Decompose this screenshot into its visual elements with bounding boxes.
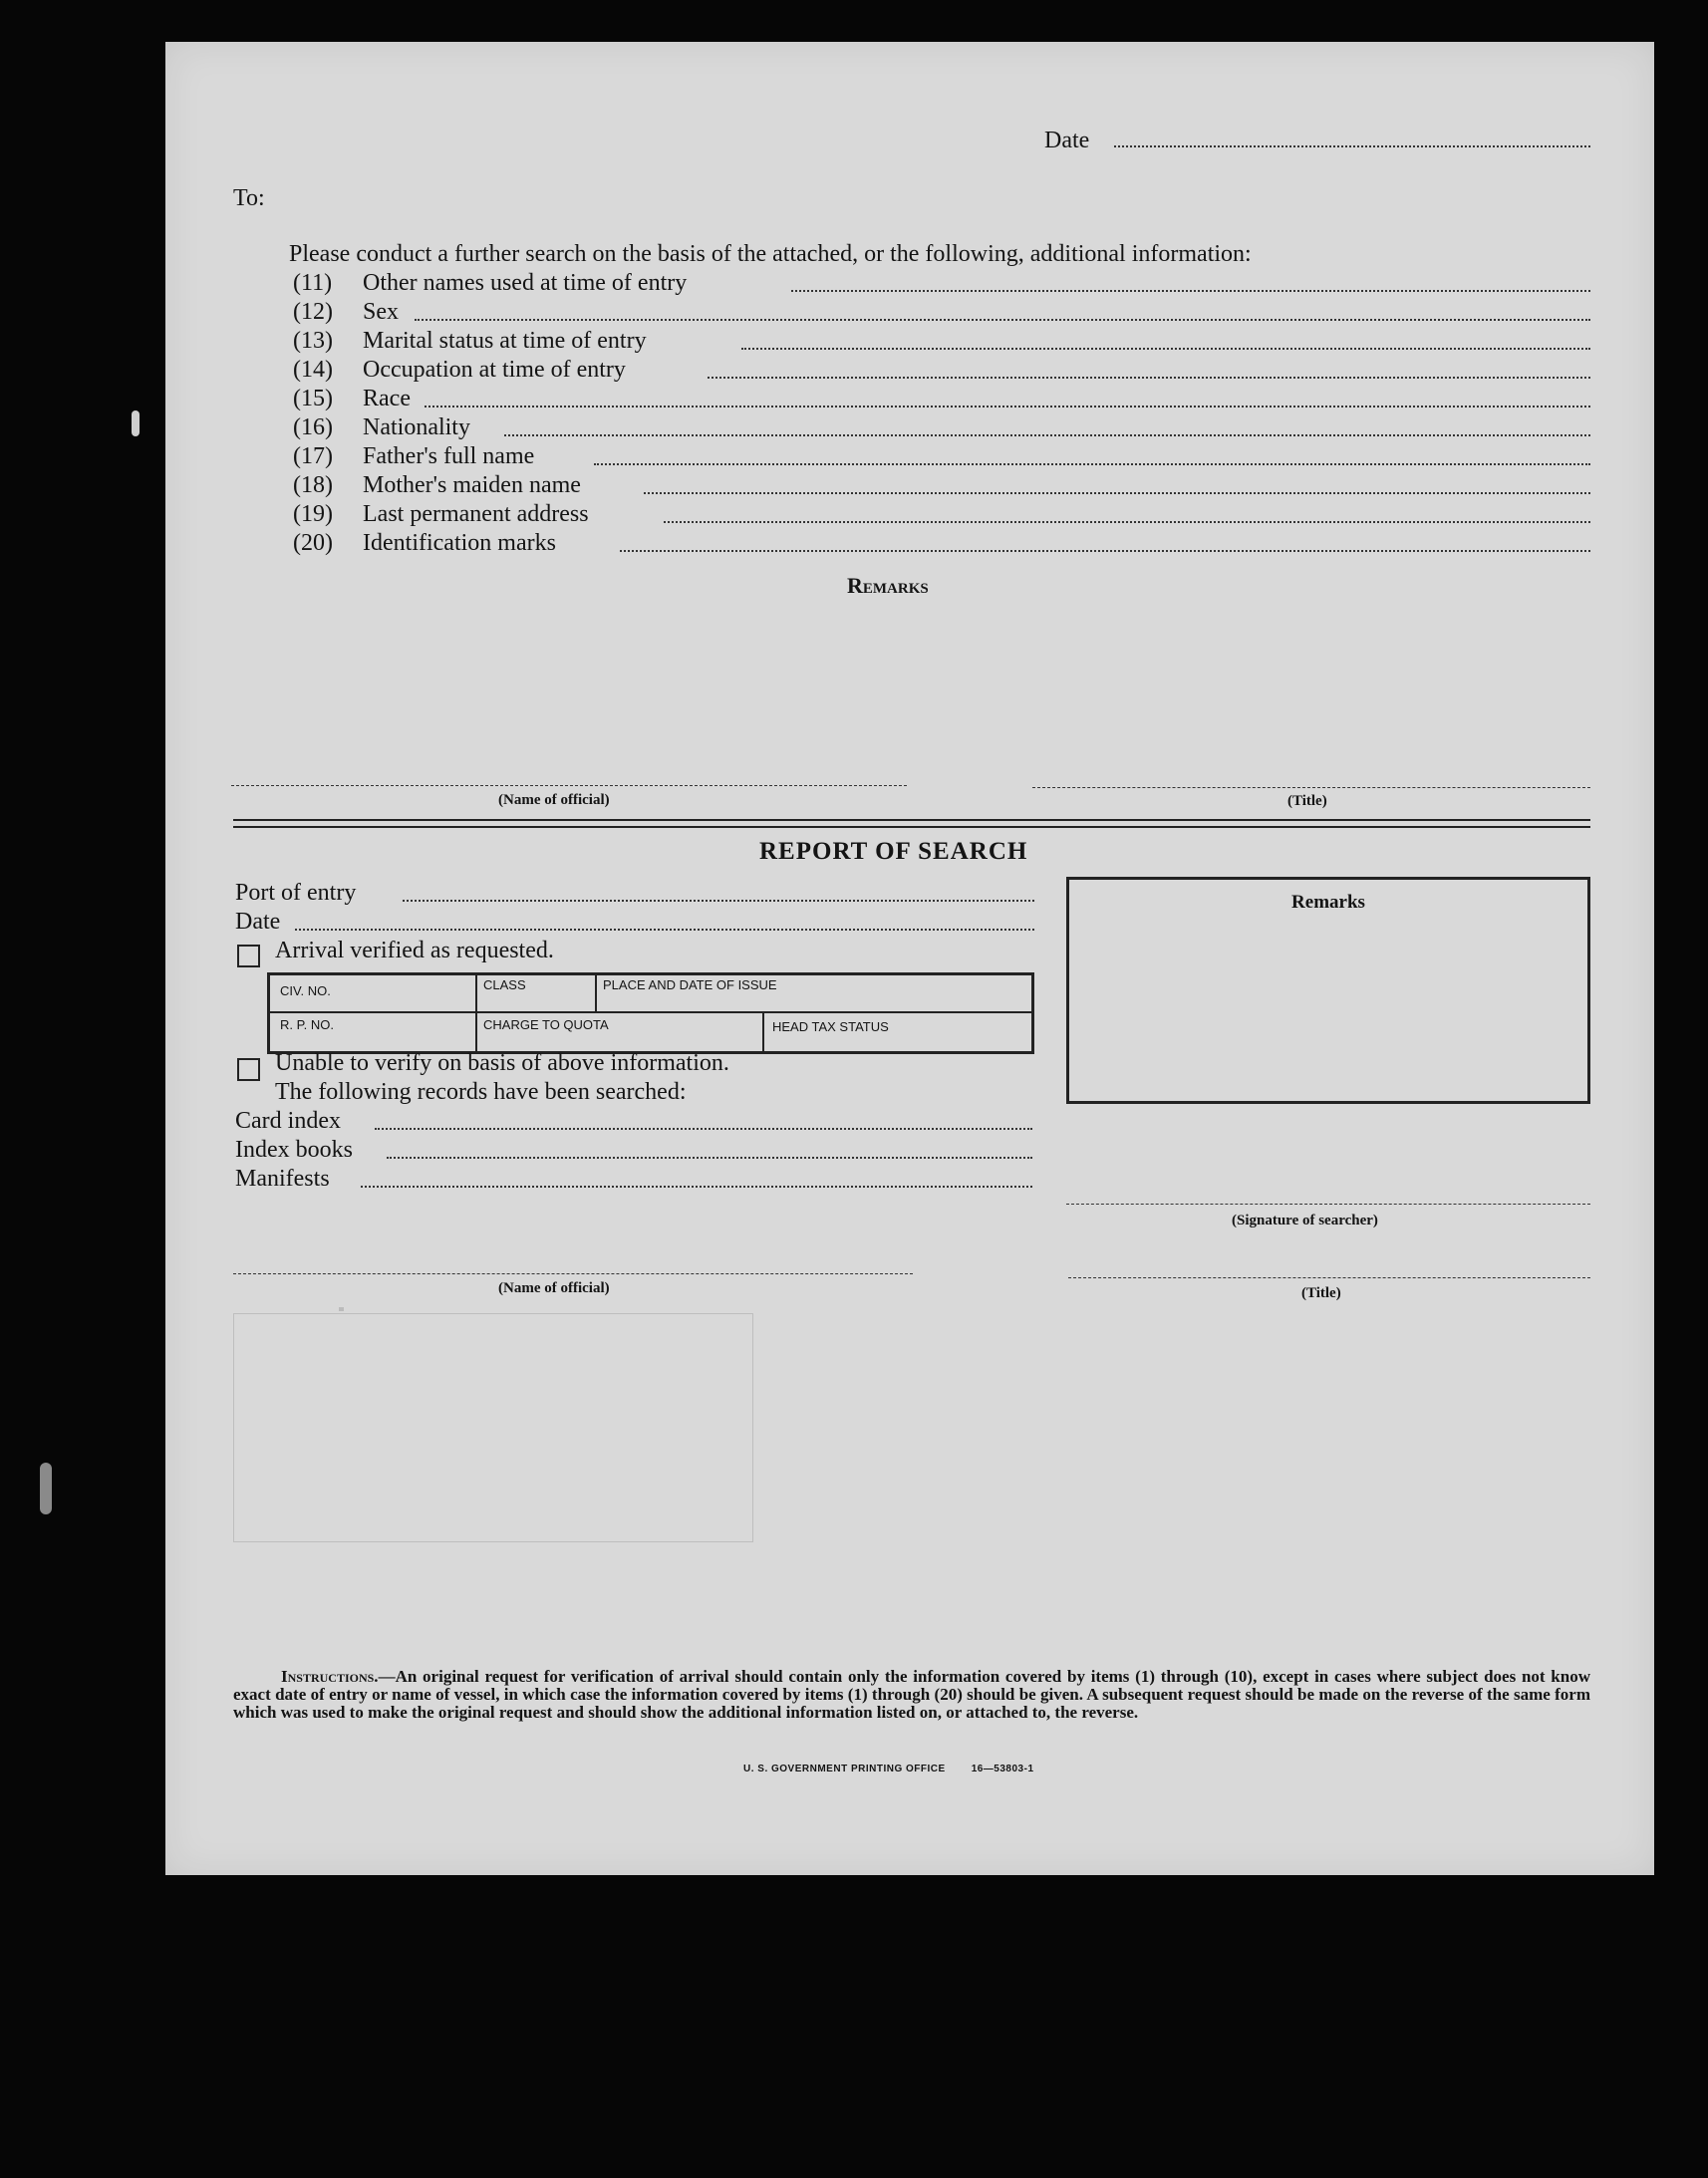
remarks-box-heading: Remarks	[1291, 892, 1365, 913]
request-item-16-line[interactable]	[504, 434, 1590, 436]
printer-imprint	[743, 1764, 1034, 1774]
show-through-region	[233, 1313, 753, 1542]
official-name-line[interactable]	[231, 785, 907, 786]
request-item-13-line[interactable]	[741, 348, 1590, 350]
card-index-label: Card index	[235, 1108, 341, 1134]
request-item-20-line[interactable]	[620, 550, 1590, 552]
request-item-19-line[interactable]	[664, 521, 1590, 523]
edge-artifact	[132, 410, 140, 436]
request-item-11: (11) Other names used at time of entry	[293, 270, 688, 296]
request-item-17: (17) Father's full name	[293, 443, 535, 469]
request-item-15-line[interactable]	[425, 406, 1590, 408]
request-item-14-line[interactable]	[708, 377, 1590, 379]
section-divider-bottom	[233, 826, 1590, 828]
report-official-name-caption: (Name of official)	[498, 1280, 610, 1296]
searcher-signature-caption: (Signature of searcher)	[1232, 1213, 1378, 1228]
table-col-divider	[475, 1011, 477, 1051]
table-col-divider	[762, 1011, 764, 1051]
report-date-label: Date	[235, 909, 281, 935]
form-page	[165, 42, 1654, 1875]
to-label: To:	[233, 185, 265, 211]
request-item-20: (20) Identification marks	[293, 530, 556, 556]
report-official-title-caption: (Title)	[1301, 1285, 1341, 1301]
manifests-line[interactable]	[361, 1186, 1032, 1188]
date-label: Date	[1044, 128, 1090, 153]
speck	[339, 1307, 344, 1311]
remarks-heading: Remarks	[847, 573, 929, 598]
official-title-line[interactable]	[1032, 787, 1590, 788]
request-item-18-line[interactable]	[644, 492, 1590, 494]
official-name-caption: (Name of official)	[498, 792, 610, 808]
charge-to-quota-label: CHARGE TO QUOTA	[483, 1017, 609, 1032]
form-code: 16—53803-1	[971, 1764, 1034, 1774]
unable-to-verify-label: Unable to verify on basis of above information.	[275, 1050, 729, 1076]
index-books-line[interactable]	[387, 1157, 1032, 1159]
instructions-lead: Instructions.	[281, 1667, 379, 1686]
request-item-18: (18) Mother's maiden name	[293, 472, 581, 498]
records-searched-label: The following records have been searched:	[275, 1079, 687, 1105]
civ-no-label: CIV. NO.	[280, 983, 331, 998]
report-official-title-line[interactable]	[1068, 1277, 1590, 1278]
request-item-16: (16) Nationality	[293, 414, 470, 440]
request-item-19: (19) Last permanent address	[293, 501, 589, 527]
class-label: CLASS	[483, 977, 526, 992]
report-date-line[interactable]	[295, 929, 1034, 931]
manifests-label: Manifests	[235, 1166, 330, 1192]
table-col-divider	[595, 975, 597, 1011]
arrival-verified-label: Arrival verified as requested.	[275, 938, 554, 963]
request-intro: Please conduct a further search on the basis of the attached, or the following, additional information:	[289, 241, 1252, 267]
report-heading: REPORT OF SEARCH	[759, 838, 1028, 865]
table-col-divider	[475, 975, 477, 1011]
index-books-label: Index books	[235, 1137, 353, 1163]
instructions-text: —An original request for verification of arrival should contain only the information covered by items (1) through (10), except in cases where subject does not know exact date of entry or name of vessel, in which case the information covered by items (1) through (20) should be given. A subsequent request should be made on the reverse of the same form which was used to make the original request and should show the additional information listed on, or attached to, the reverse.	[233, 1667, 1590, 1722]
instructions-paragraph	[233, 1668, 1590, 1722]
head-tax-status-label: HEAD TAX STATUS	[772, 1019, 889, 1034]
table-row-divider	[270, 1011, 1031, 1013]
request-item-15: (15) Race	[293, 386, 411, 411]
verification-table	[267, 972, 1034, 1054]
request-item-11-line[interactable]	[791, 290, 1590, 292]
request-item-14: (14) Occupation at time of entry	[293, 357, 626, 383]
section-divider-top	[233, 819, 1590, 821]
request-item-12: (12) Sex	[293, 299, 399, 325]
place-date-issue-label: PLACE AND DATE OF ISSUE	[603, 977, 777, 992]
printer-name: U. S. GOVERNMENT PRINTING OFFICE	[743, 1764, 946, 1774]
port-of-entry-label: Port of entry	[235, 880, 357, 906]
request-item-17-line[interactable]	[594, 463, 1590, 465]
port-of-entry-line[interactable]	[403, 900, 1034, 902]
searcher-signature-line[interactable]	[1066, 1204, 1590, 1205]
rp-no-label: R. P. NO.	[280, 1017, 334, 1032]
date-field-line[interactable]	[1114, 145, 1590, 147]
edge-artifact	[40, 1463, 52, 1514]
request-item-13: (13) Marital status at time of entry	[293, 328, 647, 354]
unable-to-verify-checkbox[interactable]	[237, 1058, 260, 1081]
request-item-12-line[interactable]	[415, 319, 1590, 321]
official-title-caption: (Title)	[1287, 793, 1327, 809]
card-index-line[interactable]	[375, 1128, 1032, 1130]
report-official-name-line[interactable]	[233, 1273, 913, 1274]
arrival-verified-checkbox[interactable]	[237, 945, 260, 967]
remarks-box[interactable]	[1066, 877, 1590, 1104]
